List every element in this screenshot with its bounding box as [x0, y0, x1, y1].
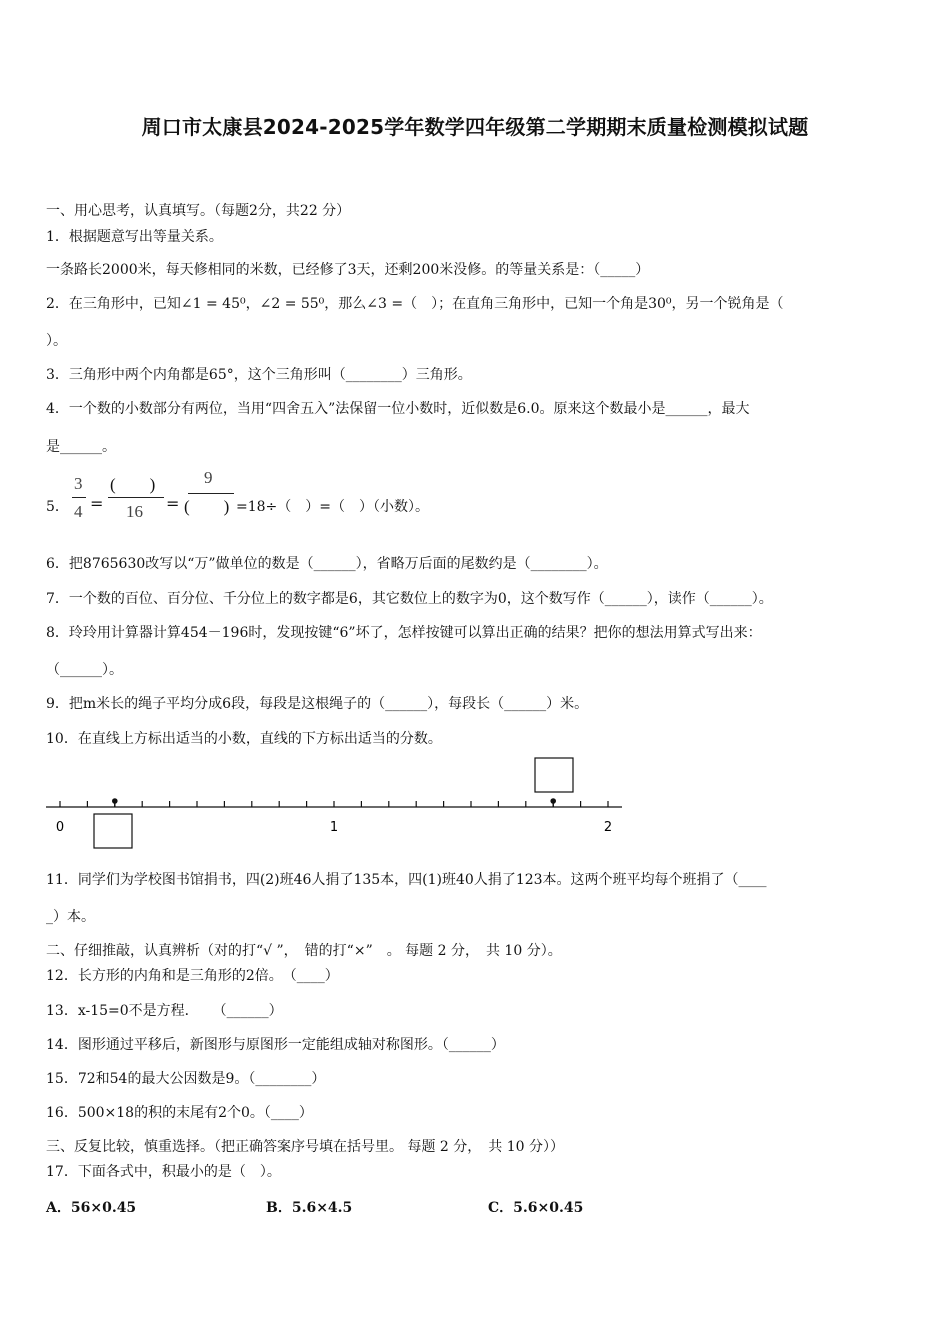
number-line-labels: [56, 820, 612, 835]
q5-equation: [46, 466, 646, 530]
answer-box-above[interactable]: [535, 758, 573, 792]
q5-numerator-2: ( ): [110, 475, 156, 494]
number-line-label-1: 1: [329, 820, 339, 835]
q15-text: 15．72和54的最大公因数是9。（________）: [46, 1071, 326, 1087]
option-c[interactable]: C．5.6×0.45: [488, 1200, 584, 1216]
q5-denominator-2: 16: [126, 502, 143, 521]
page-title: 周口市太康县2024-2025学年数学四年级第二学期期末质量检测模拟试题: [141, 115, 809, 139]
q5-equals-2: =: [166, 494, 180, 513]
q8-line1: 8．玲玲用计算器计算454－196时，发现按键“6”坏了，怎样按键可以算出正确的结果？把你的想法用算式写出来：: [46, 625, 762, 641]
q1-label: 1．根据题意写出等量关系。: [46, 229, 223, 245]
q5-numerator-1: 3: [74, 474, 83, 493]
q16-text: 16．500×18的积的末尾有2个0。（____）: [46, 1105, 313, 1121]
q5-fraction-bar-2: [108, 497, 164, 498]
number-line-ticks: [60, 801, 608, 807]
q1-text: 一条路长2000米，每天修相同的米数，已经修了3天，还剩200米没修。的等量关系是：（_____）: [46, 262, 650, 278]
q9-text: 9．把m米长的绳子平均分成6段，每段是这根绳子的（______），每段长（______）米。: [46, 696, 589, 712]
q5-numerator-3: 9: [204, 468, 213, 487]
q7-text: 7．一个数的百位、百分位、千分位上的数字都是6，其它数位上的数字为0，这个数写作（______），读作（______）。: [46, 591, 773, 607]
q5-label: 5．: [46, 499, 69, 515]
q4-line2: 是______。: [46, 439, 116, 455]
section3-header: 三、反复比较，慎重选择。（把正确答案序号填在括号里。 每题 2 分， 共 10 分））: [46, 1139, 564, 1155]
q5-denominator-3: ( ): [184, 497, 230, 516]
q13-text: 13．x-15=0不是方程． （______）: [46, 1003, 283, 1019]
option-a[interactable]: A．56×0.45: [46, 1200, 137, 1216]
q11-line2: _）本。: [46, 909, 95, 925]
number-line-label-2: 2: [603, 820, 613, 835]
q5-denominator-1: 4: [74, 502, 83, 521]
number-line: [0, 750, 950, 860]
q5-equals-1: =: [90, 494, 104, 513]
q5-fraction-bar-1: [72, 497, 86, 498]
q6-text: 6．把8765630改写以“万”做单位的数是（______），省略万后面的尾数约是（________）。: [46, 556, 608, 572]
q2-line1: 2．在三角形中，已知∠1 = 45⁰，∠2 = 55⁰，那么∠3 =（ ）；在直角三角形中，已知一个角是30⁰，另一个锐角是（: [46, 296, 784, 312]
q4-line1: 4．一个数的小数部分有两位，当用“四舍五入”法保留一位小数时，近似数是6.0。原来这个数最小是______，最大: [46, 401, 750, 417]
section1-header: 一、用心思考，认真填写。（每题2分，共22 分）: [46, 203, 351, 219]
q8-line2: （______）。: [46, 662, 123, 678]
q10-text: 10．在直线上方标出适当的小数，直线的下方标出适当的分数。: [46, 731, 442, 747]
q12-text: 12．长方形的内角和是三角形的2倍。 （____）: [46, 968, 339, 984]
q2-line2: ）。: [46, 333, 67, 349]
q5-rest: =18÷（ ）=（ ）（小数）。: [236, 499, 430, 515]
option-b[interactable]: B．5.6×4.5: [266, 1200, 353, 1216]
q11-line1: 11．同学们为学校图书馆捐书，四(2)班46人捐了135本，四(1)班40人捐了123本。这两个班平均每个班捐了（____: [46, 872, 767, 888]
answer-box-below[interactable]: [94, 814, 132, 848]
q17-text: 17．下面各式中，积最小的是（ ）。: [46, 1164, 281, 1180]
q3-text: 3．三角形中两个内角都是65°，这个三角形叫（________）三角形。: [46, 367, 472, 383]
section2-header: 二、仔细推敲，认真辨析（对的打“√ ”， 错的打“×” 。 每题 2 分， 共 10 分）。: [46, 943, 562, 959]
number-line-label-0: 0: [55, 820, 65, 835]
q14-text: 14．图形通过平移后，新图形与原图形一定能组成轴对称图形。（______）: [46, 1037, 505, 1053]
